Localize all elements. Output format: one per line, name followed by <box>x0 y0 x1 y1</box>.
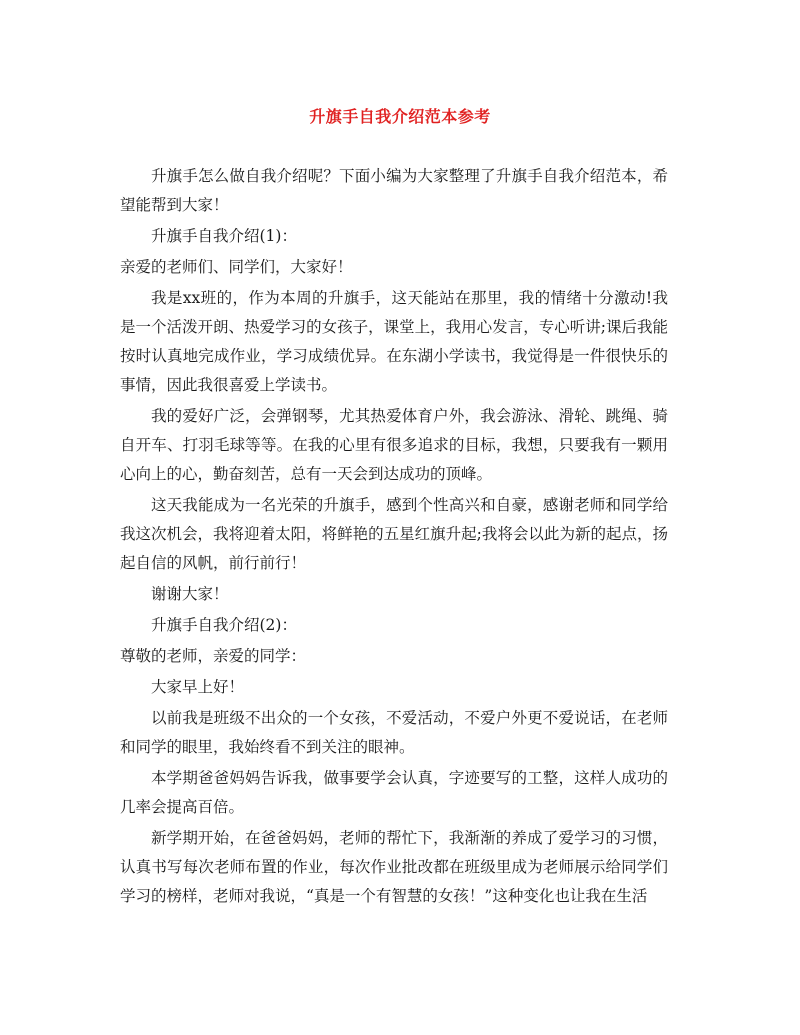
document-title: 升旗手自我介绍范本参考 <box>309 107 491 126</box>
paragraph: 新学期开始，在爸爸妈妈，老师的帮忙下，我渐渐的养成了爱学习的习惯，认真书写每次老师布置的作业，每次作业批改都在班级里成为老师展示给同学们学习的榜样，老师对我说，“真是一个有智慧的女孩！”这种变化也让我在生活 <box>120 829 668 905</box>
paragraph: 升旗手怎么做自我介绍呢？下面小编为大家整理了升旗手自我介绍范本，希望能帮到大家！ <box>120 167 668 214</box>
paragraph: 本学期爸爸妈妈告诉我，做事要学会认真，字迹要写的工整，这样人成功的几率会提高百倍。 <box>120 769 668 816</box>
paragraph: 以前我是班级不出众的一个女孩，不爱活动，不爱户外更不爱说话，在老师和同学的眼里，我始终看不到关注的眼神。 <box>120 709 668 756</box>
section-heading: 升旗手自我介绍(2)： <box>151 616 297 634</box>
paragraph: 大家早上好！ <box>151 678 245 696</box>
salutation: 亲爱的老师们、同学们，大家好！ <box>120 258 353 276</box>
paragraph: 我的爱好广泛，会弹钢琴，尤其热爱体育户外，我会游泳、滑轮、跳绳、骑自开车、打羽毛球等等。在我的心里有很多追求的目标，我想，只要我有一颗用心向上的心，勤奋刻苦，总有一天会到达成功的顶峰。 <box>120 407 668 483</box>
document-body <box>120 162 668 913</box>
paragraph: 这天我能成为一名光荣的升旗手，感到个性高兴和自豪，感谢老师和同学给我这次机会，我将迎着太阳，将鲜艳的五星红旗升起;我将会以此为新的起点，扬起自信的风帆，前行前行！ <box>120 496 668 572</box>
paragraph: 谢谢大家！ <box>151 585 229 603</box>
paragraph: 我是xx班的，作为本周的升旗手，这天能站在那里，我的情绪十分激动!我是一个活泼开朗、热爱学习的女孩子，课堂上，我用心发言，专心听讲;课后我能按时认真地完成作业，学习成绩优异。在东湖小学读书，我觉得是一件很快乐的事情，因此我很喜爱上学读书。 <box>120 289 668 394</box>
salutation: 尊敬的老师，亲爱的同学： <box>120 647 307 665</box>
section-heading: 升旗手自我介绍(1)： <box>151 227 297 245</box>
